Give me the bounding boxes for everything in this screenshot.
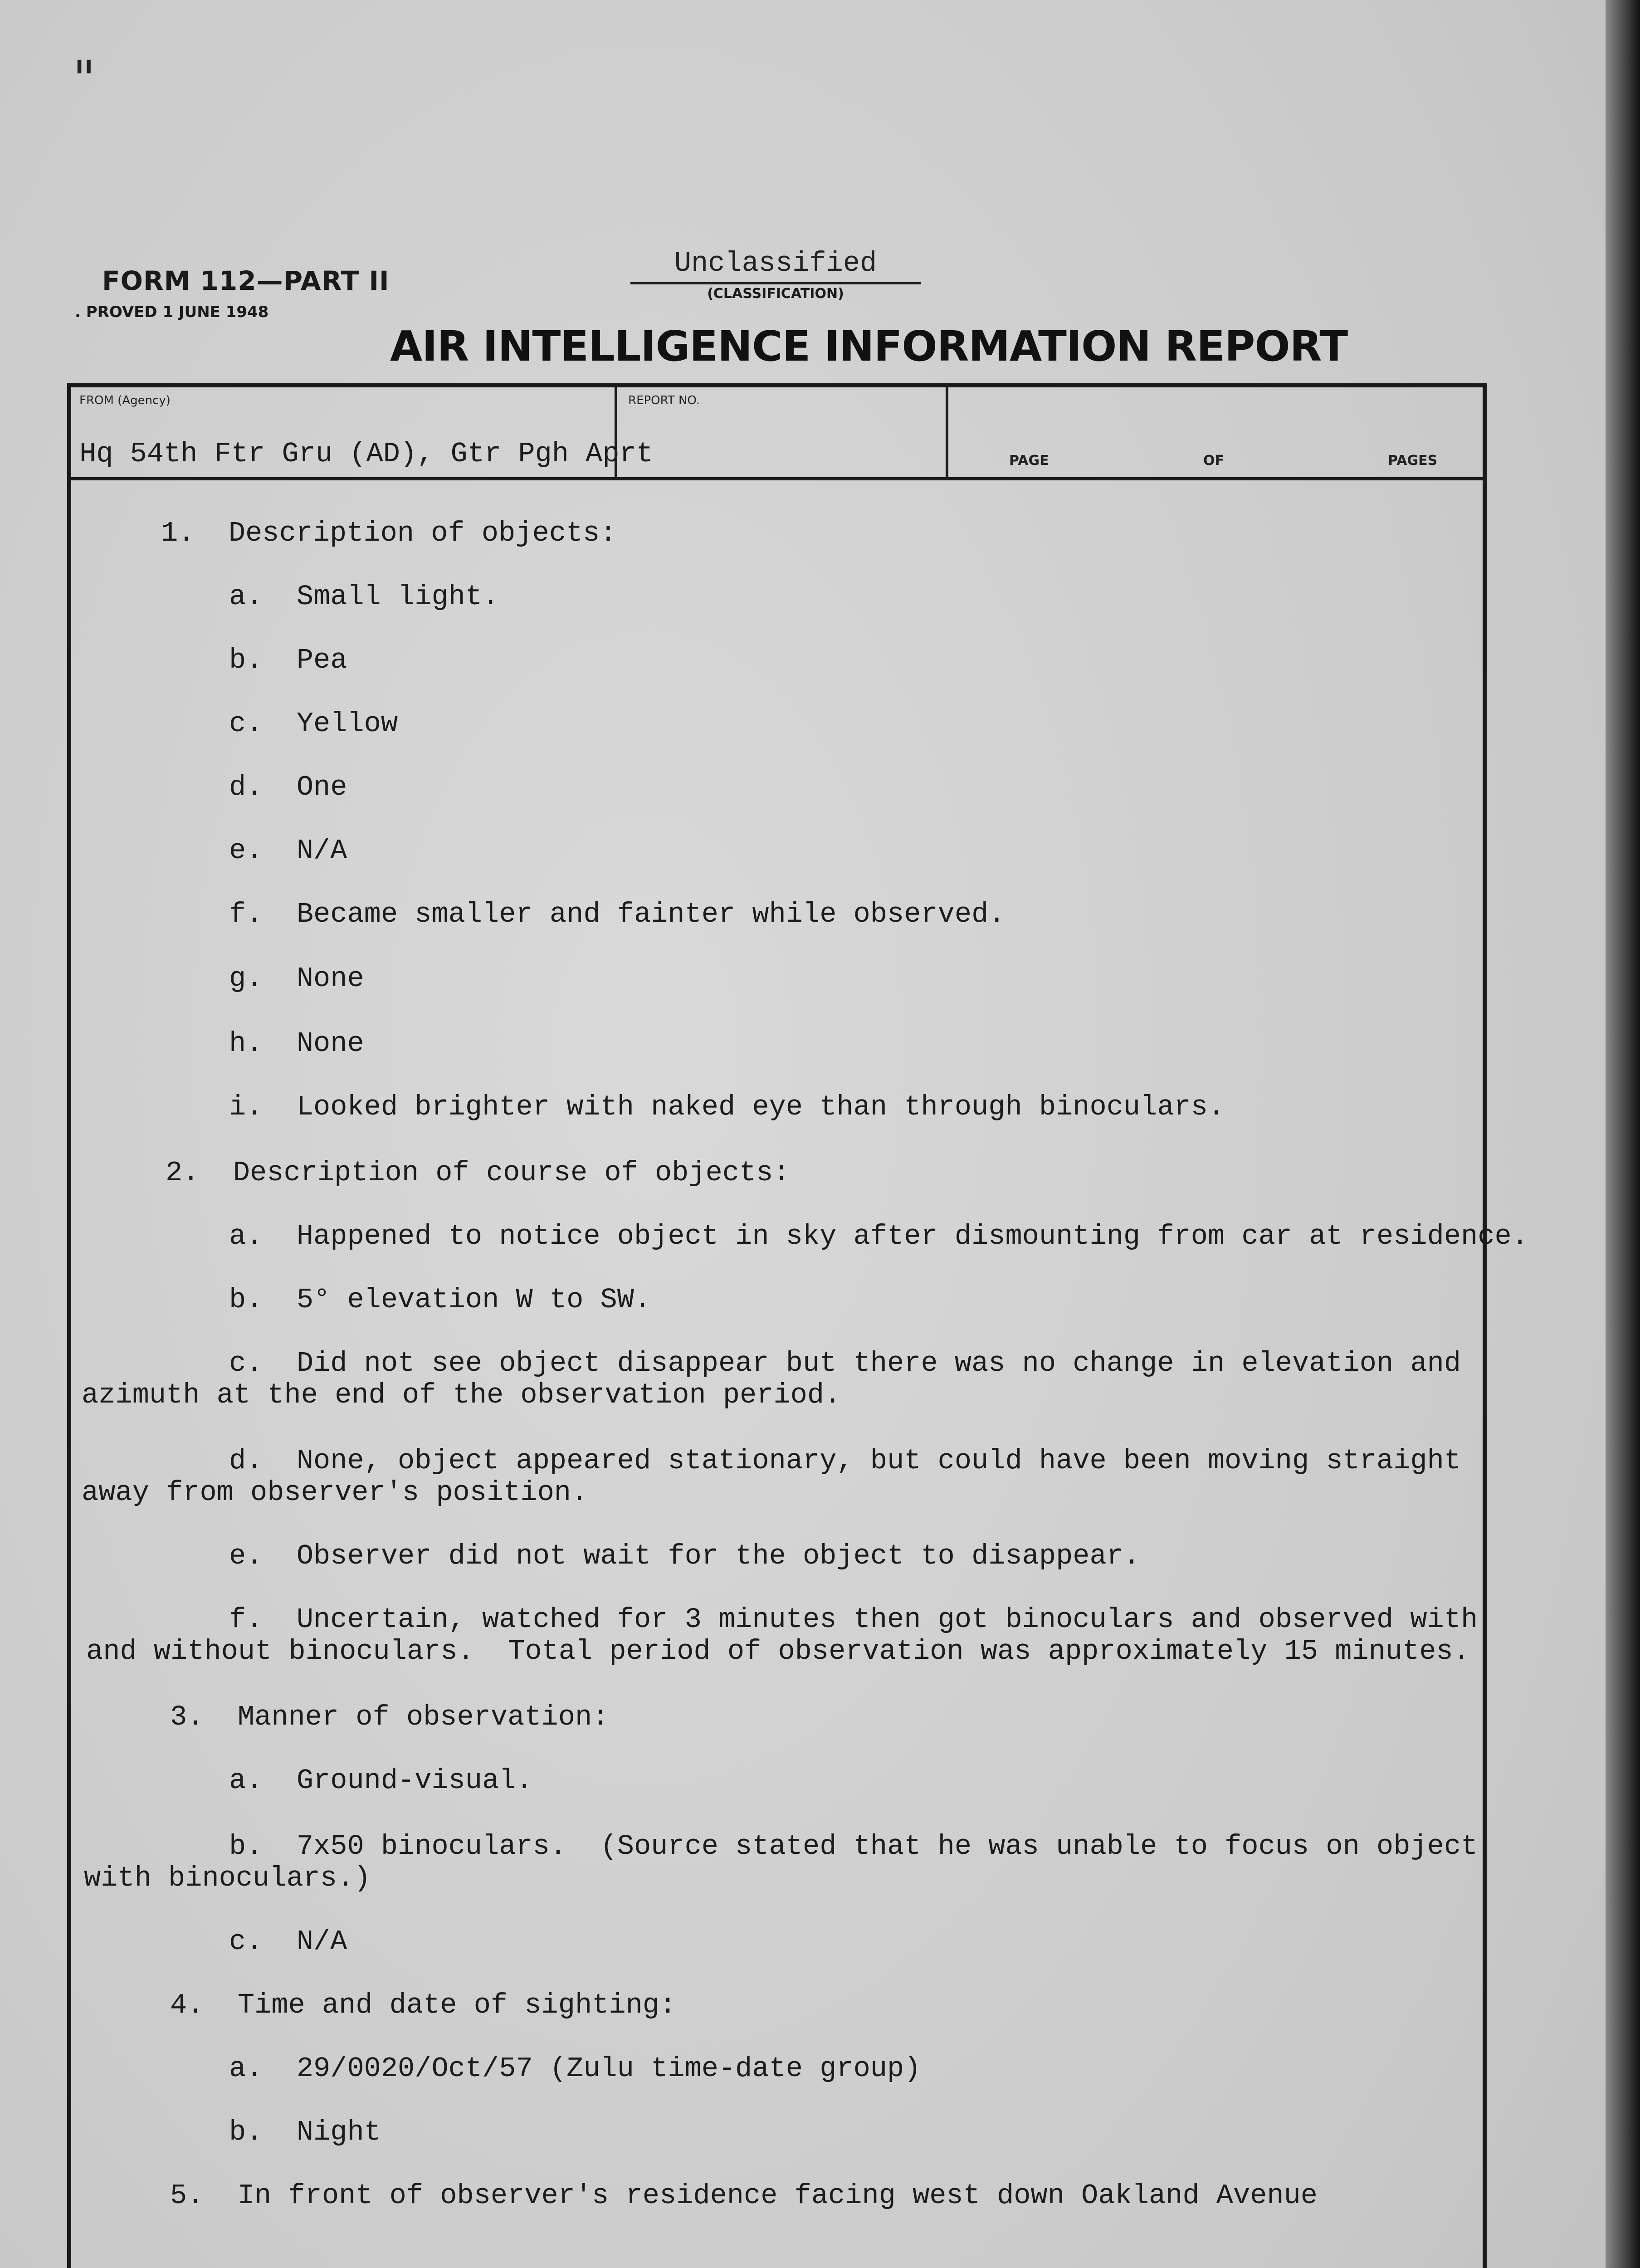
item-2f: f. Uncertain, watched for 3 minutes then got binoculars and observed with bbox=[229, 1603, 1478, 1636]
header-column-divider-2 bbox=[946, 383, 948, 479]
form-number: FORM 112—PART II bbox=[102, 265, 390, 296]
item-3a: a. Ground-visual. bbox=[229, 1765, 533, 1797]
from-value: Hq 54th Ftr Gru (AD), Gtr Pgh Aprt bbox=[79, 438, 654, 470]
item-1f: f. Became smaller and fainter while observed. bbox=[229, 898, 1005, 930]
scan-edge-shadow bbox=[1606, 0, 1640, 2268]
item-3b: b. 7x50 binoculars. (Source stated that he was unable to focus on object bbox=[229, 1830, 1478, 1862]
item-2d: d. None, object appeared stationary, but could have been moving straight bbox=[229, 1445, 1461, 1477]
from-label: FROM (Agency) bbox=[79, 394, 171, 407]
classification-top-label: (CLASSIFICATION) bbox=[707, 286, 844, 302]
item-1g: g. None bbox=[229, 963, 364, 995]
section-3-heading: 3. Manner of observation: bbox=[170, 1701, 609, 1733]
item-1b: b. Pea bbox=[229, 644, 347, 676]
section-1-heading: 1. Description of objects: bbox=[161, 517, 617, 549]
item-4a: a. 29/0020/Oct/57 (Zulu time-date group) bbox=[229, 2053, 921, 2085]
item-2d-cont: away from observer's position. bbox=[82, 1476, 588, 1509]
marginal-mark: " bbox=[73, 50, 96, 108]
item-1a: a. Small light. bbox=[229, 581, 499, 613]
item-2e: e. Observer did not wait for the object to disappear. bbox=[229, 1540, 1141, 1572]
report-title: AIR INTELLIGENCE INFORMATION REPORT bbox=[390, 322, 1348, 371]
item-1i: i. Looked brighter with naked eye than through binoculars. bbox=[229, 1091, 1225, 1123]
classification-top-line bbox=[630, 282, 921, 284]
section-5-heading: 5. In front of observer's residence facing west down Oakland Avenue bbox=[170, 2180, 1318, 2212]
item-2b: b. 5° elevation W to SW. bbox=[229, 1284, 651, 1316]
section-2-heading: 2. Description of course of objects: bbox=[166, 1157, 790, 1189]
item-3c: c. N/A bbox=[229, 1926, 347, 1958]
item-4b: b. Night bbox=[229, 2116, 381, 2148]
item-2f-cont: and without binoculars. Total period of observation was approximately 15 minutes. bbox=[86, 1635, 1470, 1667]
section-4-heading: 4. Time and date of sighting: bbox=[170, 1989, 677, 2021]
page-label: PAGE bbox=[1009, 453, 1049, 469]
item-1d: d. One bbox=[229, 771, 347, 803]
form-approved-date: . PROVED 1 JUNE 1948 bbox=[75, 303, 269, 321]
item-2a: a. Happened to notice object in sky after dismounting from car at residence. bbox=[229, 1220, 1528, 1252]
item-1e: e. N/A bbox=[229, 835, 347, 867]
report-no-label: REPORT NO. bbox=[628, 394, 700, 407]
item-1c: c. Yellow bbox=[229, 708, 398, 740]
of-label: OF bbox=[1203, 453, 1224, 469]
item-3b-cont: with binoculars.) bbox=[84, 1862, 371, 1894]
classification-top: Unclassified bbox=[674, 247, 877, 279]
item-2c: c. Did not see object disappear but there was no change in elevation and bbox=[229, 1347, 1461, 1379]
header-divider bbox=[67, 477, 1487, 480]
item-2c-cont: azimuth at the end of the observation period. bbox=[82, 1379, 841, 1411]
item-1h: h. None bbox=[229, 1027, 364, 1060]
pages-label: PAGES bbox=[1388, 453, 1438, 469]
